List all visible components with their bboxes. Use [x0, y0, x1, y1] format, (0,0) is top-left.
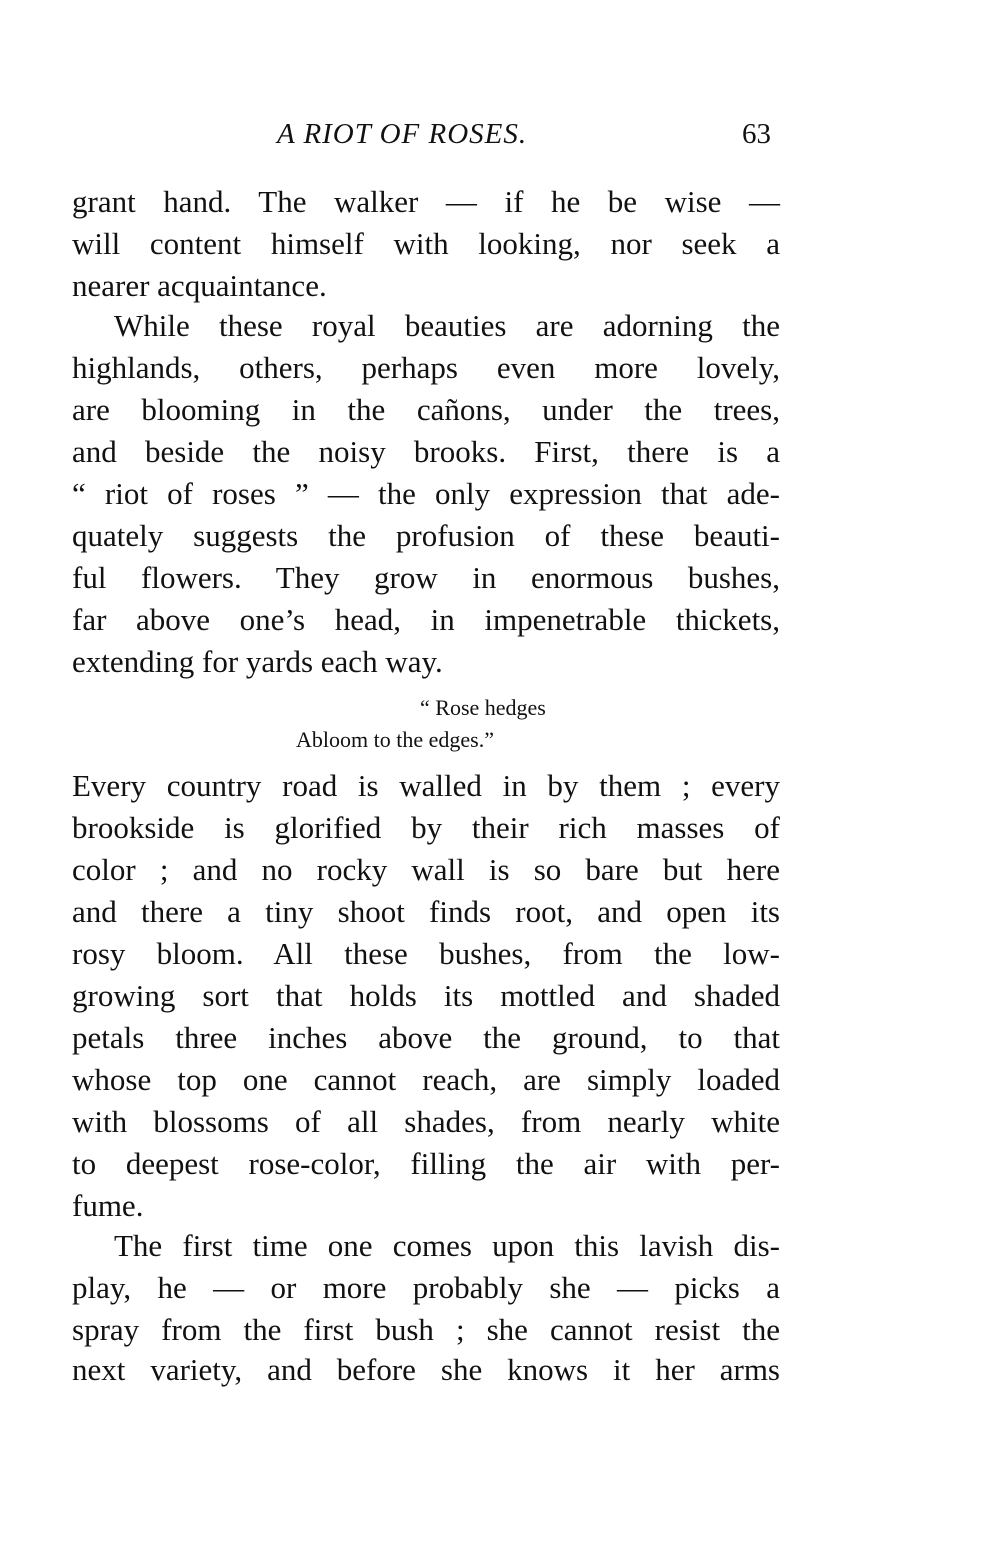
text-line: ful flowers. They grow in enormous bushes, — [72, 560, 780, 595]
text-line: with blossoms of all shades, from nearly white — [72, 1104, 780, 1139]
quote-line: “ Rose hedges — [420, 695, 546, 720]
text-line: The first time one comes upon this lavish dis- — [114, 1228, 780, 1263]
text-line: to deepest rose-color, filling the air with per- — [72, 1146, 780, 1181]
text-line: and there a tiny shoot finds root, and open its — [72, 894, 780, 929]
text-line: and beside the noisy brooks. First, there is a — [72, 434, 780, 469]
text-line: Every country road is walled in by them ; every — [72, 768, 780, 803]
text-line: brookside is glorified by their rich masses of — [72, 810, 780, 845]
text-line: fume. — [72, 1188, 144, 1223]
text-line: whose top one cannot reach, are simply loaded — [72, 1062, 780, 1097]
text-line: are blooming in the cañons, under the trees, — [72, 392, 780, 427]
text-line: While these royal beauties are adorning the — [114, 308, 780, 343]
quote-line: Abloom to the edges.” — [296, 727, 494, 752]
text-line: highlands, others, perhaps even more lovely, — [72, 350, 780, 385]
running-title: A RIOT OF ROSES. — [277, 118, 528, 150]
text-line: will content himself with looking, nor seek a — [72, 226, 780, 261]
text-line: quately suggests the profusion of these beauti- — [72, 518, 780, 553]
text-line: “ riot of roses ” — the only expression that ade- — [72, 476, 780, 511]
page-number: 63 — [742, 118, 771, 150]
text-line: rosy bloom. All these bushes, from the low- — [72, 936, 780, 971]
text-line: grant hand. The walker — if he be wise — — [72, 184, 780, 219]
text-line: extending for yards each way. — [72, 644, 443, 679]
text-line: far above one’s head, in impenetrable thickets, — [72, 602, 780, 637]
text-line: petals three inches above the ground, to that — [72, 1020, 780, 1055]
text-line: play, he — or more probably she — picks a — [72, 1270, 780, 1305]
text-line: next variety, and before she knows it her arms — [72, 1352, 780, 1387]
text-line: color ; and no rocky wall is so bare but here — [72, 852, 780, 887]
text-line: spray from the first bush ; she cannot resist the — [72, 1312, 780, 1347]
text-line: growing sort that holds its mottled and shaded — [72, 978, 780, 1013]
text-line: nearer acquaintance. — [72, 268, 327, 303]
